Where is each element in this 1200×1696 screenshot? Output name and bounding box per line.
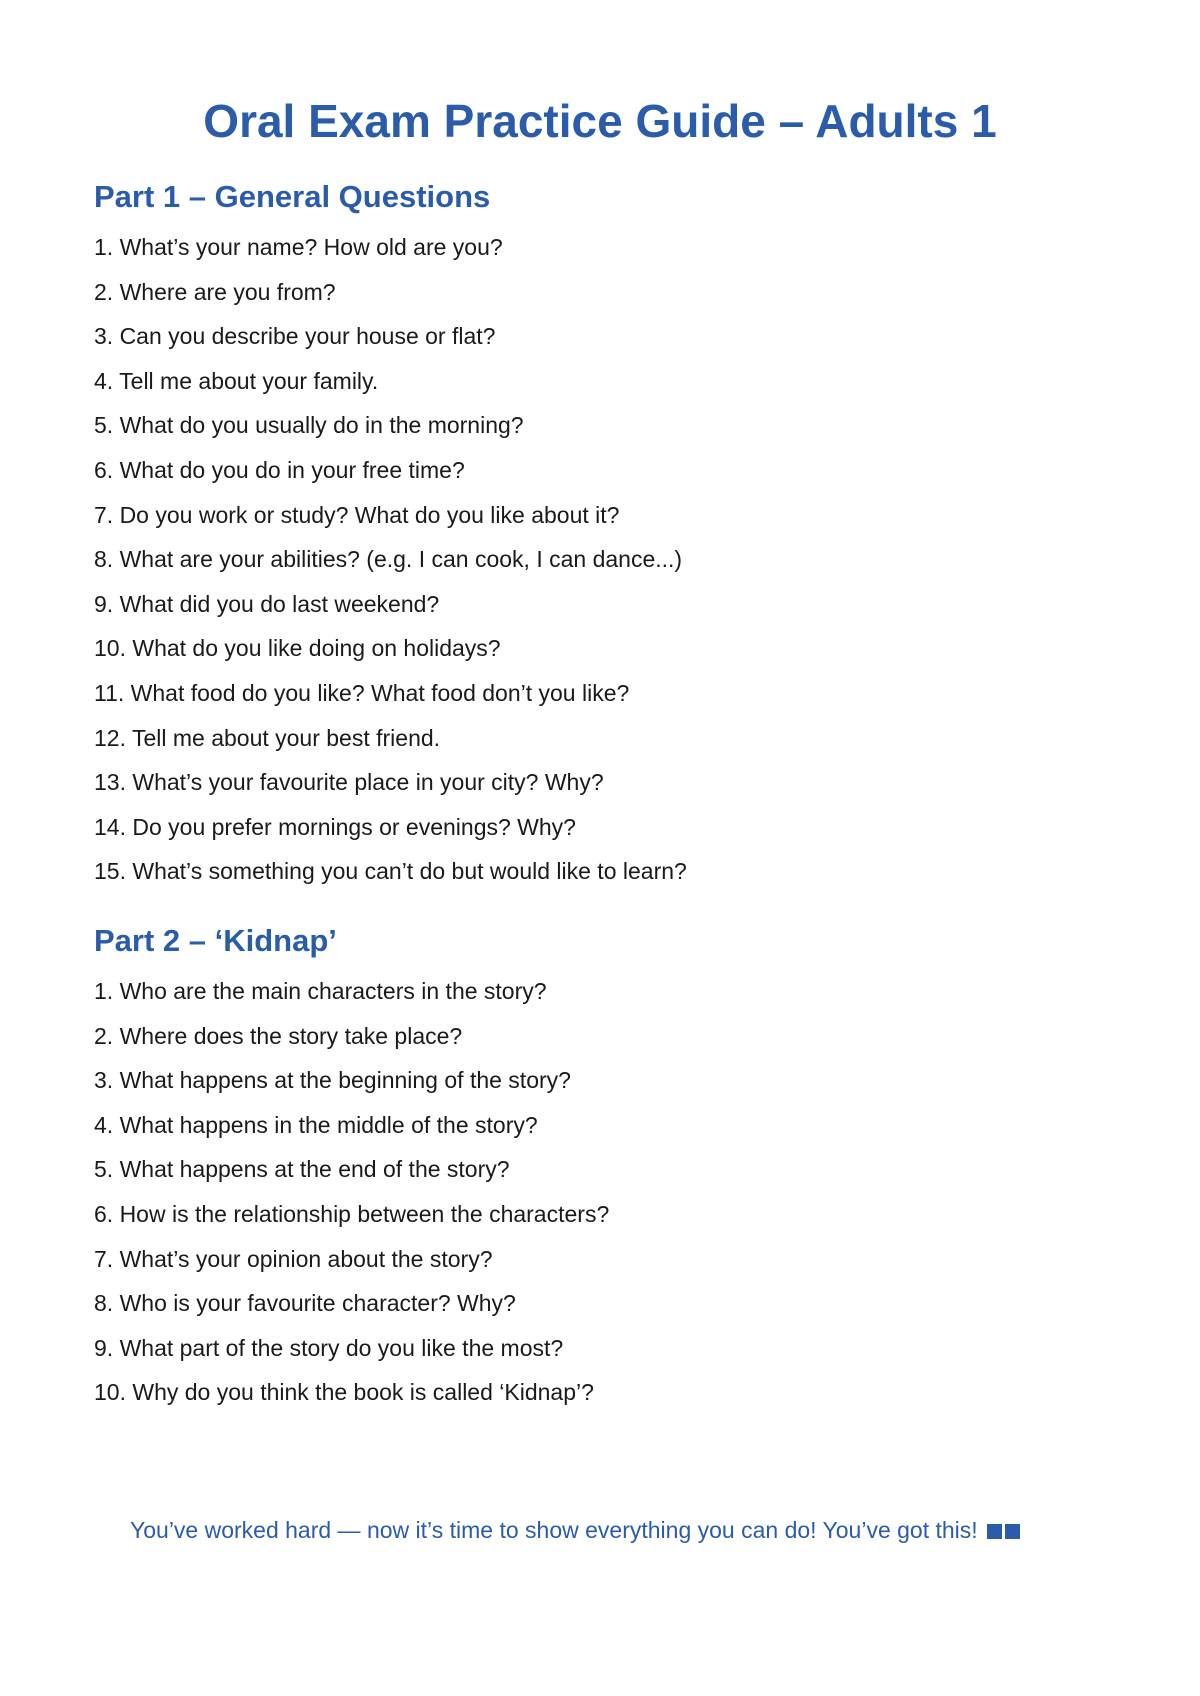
part1-section	[94, 177, 1104, 894]
list-item: 2. Where does the story take place?	[94, 1022, 463, 1049]
list-item: 9. What did you do last weekend?	[94, 590, 440, 617]
list-item: 10. Why do you think the book is called ‘Kidnap’?	[94, 1379, 594, 1406]
list-item: 7. What’s your opinion about the story?	[94, 1245, 493, 1272]
list-item: 1. What’s your name? How old are you?	[94, 234, 503, 260]
part2-question-list	[94, 969, 1104, 1415]
list-item: 13. What’s your favourite place in your city? Why?	[94, 769, 604, 796]
part1-heading: Part 1 – General Questions	[94, 179, 491, 214]
footer-message	[130, 1515, 1090, 1545]
list-item: 10. What do you like doing on holidays?	[94, 635, 501, 662]
list-item: 3. What happens at the beginning of the story?	[94, 1067, 571, 1094]
list-item: 11. What food do you like? What food don’t you like?	[94, 679, 630, 706]
page-title: Oral Exam Practice Guide – Adults 1	[203, 95, 997, 147]
part2-section	[94, 921, 1104, 1415]
list-item: 1. Who are the main characters in the story?	[94, 978, 547, 1004]
list-item: 4. Tell me about your family.	[94, 367, 379, 394]
list-item: 9. What part of the story do you like the most?	[94, 1334, 564, 1361]
list-item: 3. Can you describe your house or flat?	[94, 323, 496, 350]
list-item: 15. What’s something you can’t do but would like to learn?	[94, 858, 687, 885]
list-item: 2. Where are you from?	[94, 278, 336, 305]
list-item: 12. Tell me about your best friend.	[94, 724, 441, 751]
list-item: 7. Do you work or study? What do you like about it?	[94, 501, 620, 528]
list-item: 6. How is the relationship between the characters?	[94, 1200, 610, 1227]
square-glyph-icon	[987, 1524, 1002, 1539]
list-item: 4. What happens in the middle of the story?	[94, 1111, 538, 1138]
list-item: 5. What do you usually do in the morning?	[94, 412, 524, 439]
list-item: 5. What happens at the end of the story?	[94, 1156, 510, 1183]
part1-question-list	[94, 225, 1104, 894]
list-item: 6. What do you do in your free time?	[94, 456, 465, 483]
footer-text: You’ve worked hard — now it’s time to show everything you can do! You’ve got this!	[130, 1517, 978, 1543]
part2-heading: Part 2 – ‘Kidnap’	[94, 923, 337, 958]
list-item: 8. What are your abilities? (e.g. I can cook, I can dance...)	[94, 546, 683, 573]
list-item: 8. Who is your favourite character? Why?	[94, 1290, 516, 1317]
list-item: 14. Do you prefer mornings or evenings? Why?	[94, 813, 576, 840]
square-glyph-icon	[1005, 1524, 1020, 1539]
